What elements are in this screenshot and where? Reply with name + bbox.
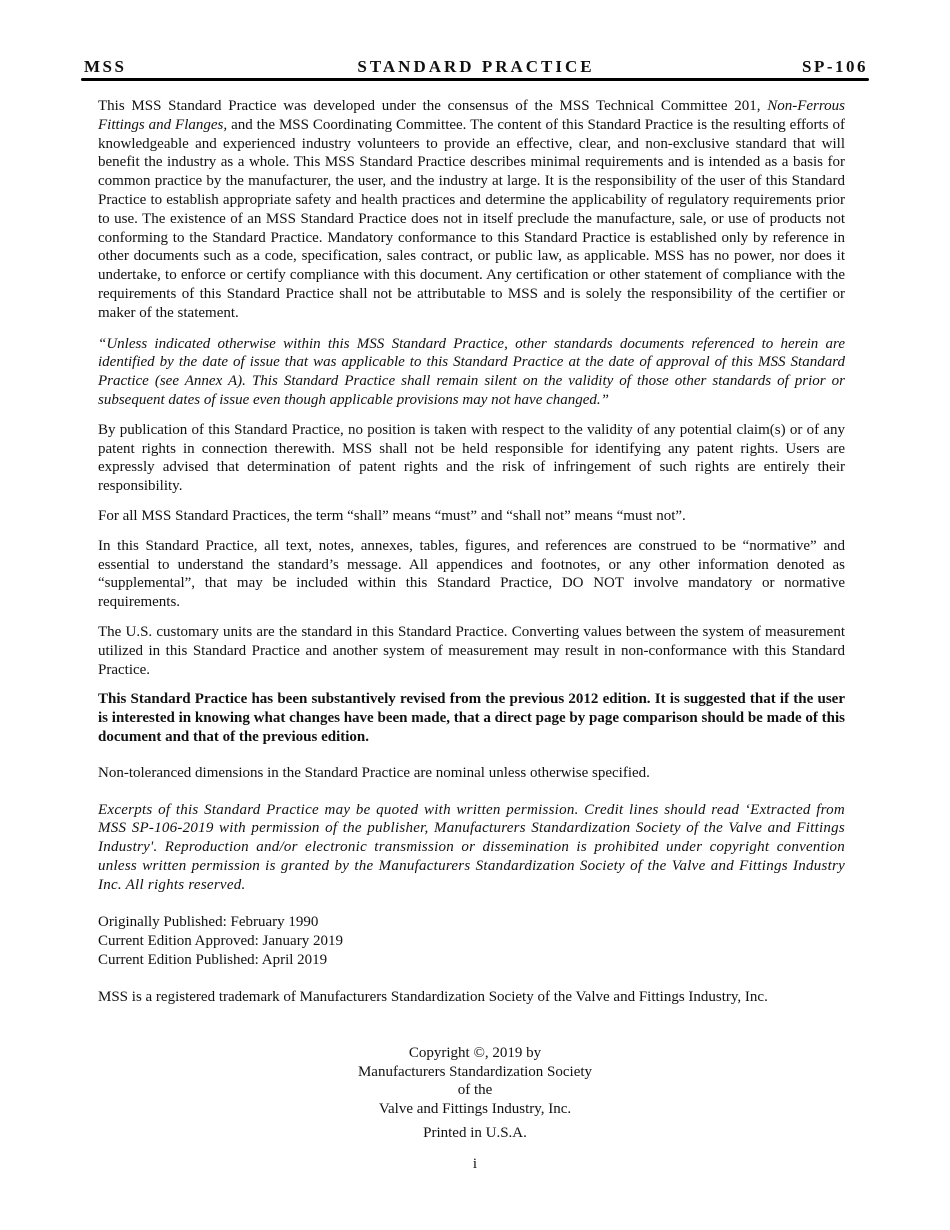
edition-approved: Current Edition Approved: January 2019 (98, 933, 343, 950)
originally-published: Originally Published: February 1990 (98, 914, 319, 931)
committee-name: Non-Ferrous Fittings and Flanges, (98, 98, 845, 133)
header-rule (81, 78, 869, 81)
copyright-industry: Valve and Fittings Industry, Inc. (378, 1100, 572, 1117)
trademark-paragraph: MSS is a registered trademark of Manufacturers Standardization Society of the Valve and Fittings Industry, Inc. (98, 988, 768, 1005)
document-body (98, 97, 845, 1007)
copyright-org: Manufacturers Standardization Society (357, 1063, 593, 1080)
header-title: STANDARD PRACTICE (357, 57, 595, 76)
revision-notice-paragraph: This Standard Practice has been substantively revised from the previous 2012 edition. It is suggested that if the user is interested in knowing what changes have been made, that a direct page by page comparison should be made of this document and that of the previous edition. (98, 691, 845, 745)
intro-paragraph: This MSS Standard Practice was developed under the consensus of the MSS Technical Committee 201, Non-Ferrous Fittings and Flanges, and the MSS Coordinating Committee. The content of this Standard Practice is the resulting efforts of knowledgeable and experienced industry volunteers to provide an effective, clear, and non-exclusive standard that will benefit the industry as a whole. This MSS Standard Practice describes minimal requirements and is intended as a basis for common practice by the manufacturer, the user, and the industry at large. It is the responsibility of the user of this Standard Practice to establish appropriate safety and health practices and determine the applicability of regulatory requirements prior to use. The existence of an MSS Standard Practice does not in itself preclude the manufacture, sale, or use of products not conforming to the Standard Practice. Mandatory conformance to this Standard Practice is established only by reference in other documents such as a code, specification, sales contract, or public law, as applicable. MSS has no power, nor does it undertake, to enforce or certify compliance with this document. Any certification or other statement of compliance with the requirements of this Standard Practice shall not be attributable to MSS and is solely the responsibility of the certifier or maker of the statement. (98, 98, 845, 321)
non-toleranced-paragraph: Non-toleranced dimensions in the Standard Practice are nominal unless otherwise specified. (98, 764, 650, 781)
page-number: i (472, 1156, 478, 1172)
excerpts-paragraph: Excerpts of this Standard Practice may be quoted with written permission. Credit lines should read ‘Extracted from MSS SP-106-2019 with permission of the publisher, Manufacturers Standardization Society of the Valve and Fittings Industry'. Reproduction and/or electronic transmission or dissemination is prohibited under copyright convention unless written permission is granted by the Manufacturers Standardization Society of the Valve and Fittings Industry Inc. All rights reserved. (98, 801, 845, 893)
header-organization: MSS (84, 57, 127, 76)
copyright-block (0, 1044, 950, 1143)
referenced-standards-paragraph: “Unless indicated otherwise within this MSS Standard Practice, other standards documents referenced to herein are identified by the date of issue that was applicable to this Standard Practice at the date of approval of this MSS Standard Practice (see Annex A). This Standard Practice shall remain silent on the validity of those other standards of prior or subsequent dates of issue even though applicable provisions may not have changed.” (98, 335, 845, 408)
edition-published: Current Edition Published: April 2019 (98, 952, 328, 969)
copyright-line: Copyright ©, 2019 by (408, 1045, 542, 1061)
patent-paragraph: By publication of this Standard Practice, no position is taken with respect to the validity of any potential claim(s) or of any patent rights in connection therewith. MSS shall not be held responsible for identifying any patent rights. Users are expressly advised that determination of patent rights and the risk of infringement of such rights are entirely their responsibility. (98, 421, 845, 495)
page-header (84, 57, 868, 77)
copyright-of-the: of the (457, 1082, 493, 1099)
publication-history (98, 913, 845, 969)
header-document-number: SP-106 (802, 57, 868, 76)
printed-in: Printed in U.S.A. (423, 1125, 527, 1142)
normative-paragraph: In this Standard Practice, all text, notes, annexes, tables, figures, and references are construed to be “normative” and essential to understand the standard’s message. All appendices and footnotes, or any other information denoted as “supplemental”, that may be included within this Standard Practice, DO NOT involve mandatory or normative requirements. (98, 537, 845, 611)
shall-definition-paragraph: For all MSS Standard Practices, the term “shall” means “must” and “shall not” means “must not”. (98, 507, 686, 524)
units-paragraph: The U.S. customary units are the standard in this Standard Practice. Converting values between the system of measurement utilized in this Standard Practice and another system of measurement may result in non-conformance with this Standard Practice. (98, 623, 845, 678)
